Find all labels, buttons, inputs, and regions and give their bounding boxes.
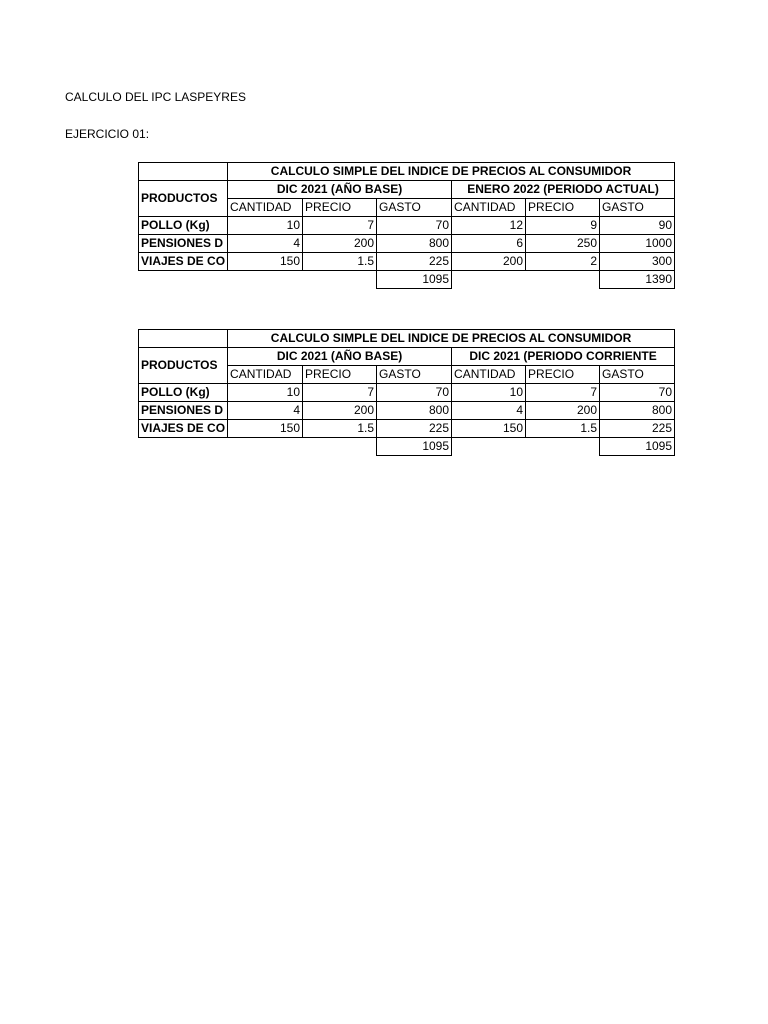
product-name: POLLO (Kg) [139,217,228,235]
spend-b: 225 [600,420,675,438]
period-b-header: ENERO 2022 (PERIODO ACTUAL) [452,181,675,199]
col-price-a: PRECIO [303,366,377,384]
col-spend-a: GASTO [377,199,452,217]
page-heading: CALCULO DEL IPC LASPEYRES [65,90,246,104]
total-spend-b: 1095 [600,438,675,456]
table-row [139,420,675,438]
qty-a: 150 [228,253,303,271]
price-b: 9 [526,217,600,235]
spend-a: 70 [377,384,452,402]
table-title: CALCULO SIMPLE DEL INDICE DE PRECIOS AL CONSUMIDOR [228,163,675,181]
products-header: PRODUCTOS [139,181,228,217]
qty-a: 4 [228,402,303,420]
total-spend-a: 1095 [377,438,452,456]
exercise-label: EJERCICIO 01: [65,127,150,141]
table-row [139,217,675,235]
spend-b: 300 [600,253,675,271]
price-a: 1.5 [303,420,377,438]
qty-b: 6 [452,235,526,253]
qty-a: 10 [228,384,303,402]
col-price-b: PRECIO [526,199,600,217]
spend-a: 225 [377,253,452,271]
price-a: 7 [303,384,377,402]
table-row [139,253,675,271]
price-a: 7 [303,217,377,235]
qty-b: 150 [452,420,526,438]
col-qty-a: CANTIDAD [228,366,303,384]
col-spend-a: GASTO [377,366,452,384]
product-name: POLLO (Kg) [139,384,228,402]
period-a-header: DIC 2021 (AÑO BASE) [228,348,452,366]
product-name: PENSIONES D [139,235,228,253]
spend-a: 800 [377,235,452,253]
col-price-a: PRECIO [303,199,377,217]
product-name: PENSIONES D [139,402,228,420]
spend-a: 70 [377,217,452,235]
col-spend-b: GASTO [600,366,675,384]
total-spend-b: 1390 [600,271,675,289]
col-spend-b: GASTO [600,199,675,217]
price-b: 2 [526,253,600,271]
spend-b: 1000 [600,235,675,253]
qty-a: 10 [228,217,303,235]
qty-a: 150 [228,420,303,438]
products-header: PRODUCTOS [139,348,228,384]
price-b: 250 [526,235,600,253]
table-row [139,235,675,253]
price-b: 200 [526,402,600,420]
table-row [139,402,675,420]
cpi-table-1 [138,162,675,289]
spend-b: 90 [600,217,675,235]
totals-row [139,271,675,289]
cpi-table-2 [138,329,675,456]
price-a: 200 [303,235,377,253]
qty-b: 200 [452,253,526,271]
table-title: CALCULO SIMPLE DEL INDICE DE PRECIOS AL CONSUMIDOR [228,330,675,348]
product-name: VIAJES DE CO [139,253,228,271]
col-qty-b: CANTIDAD [452,199,526,217]
price-a: 200 [303,402,377,420]
qty-b: 10 [452,384,526,402]
col-qty-a: CANTIDAD [228,199,303,217]
spend-b: 800 [600,402,675,420]
spend-a: 225 [377,420,452,438]
totals-row [139,438,675,456]
spend-a: 800 [377,402,452,420]
price-a: 1.5 [303,253,377,271]
price-b: 7 [526,384,600,402]
col-price-b: PRECIO [526,366,600,384]
period-b-header: DIC 2021 (PERIODO CORRIENTE [452,348,675,366]
qty-b: 12 [452,217,526,235]
spend-b: 70 [600,384,675,402]
table-row [139,384,675,402]
price-b: 1.5 [526,420,600,438]
qty-b: 4 [452,402,526,420]
col-qty-b: CANTIDAD [452,366,526,384]
qty-a: 4 [228,235,303,253]
period-a-header: DIC 2021 (AÑO BASE) [228,181,452,199]
product-name: VIAJES DE CO [139,420,228,438]
total-spend-a: 1095 [377,271,452,289]
